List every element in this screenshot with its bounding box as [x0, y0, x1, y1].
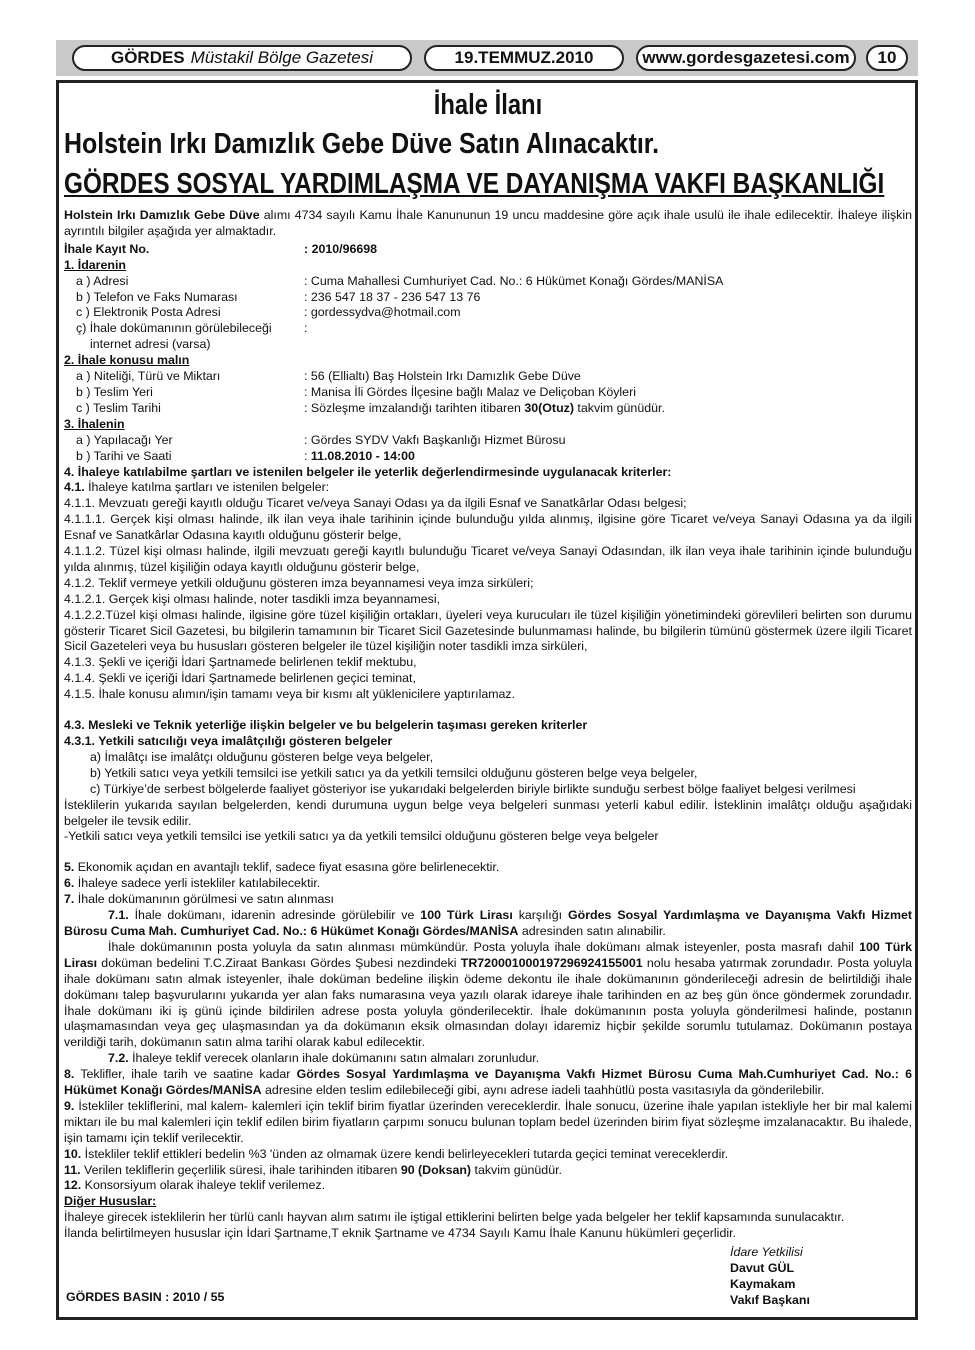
- tender-date-row: b ) Tarihi ve Saati : 11.08.2010 - 14:00: [76, 448, 415, 463]
- issue-date: 19.TEMMUZ.2010: [454, 48, 594, 67]
- para-4-1-5: 4.1.5. İhale konusu alımın/işin tamamı veya bir kısmı alt yüklenicilere yaptırılamaz.: [64, 687, 516, 702]
- item-delivery-place-row: b ) Teslim Yeri : Manisa İli Gördes İlçesine bağlı Malaz ve Deliçoban Köyleri: [76, 384, 636, 399]
- para-8: 8. Teklifler, ihale tarih ve saatine kadar Gördes Sosyal Yardımlaşma ve Dayanışma Vakfı Hizmet Bürosu Cuma Mah.Cumhuriyet Cad. No.: 6 Hükümet Konağı Gördes/MANİSA adresine elden teslim edilebileceği gibi, aynı adrese iadeli taahhütlü posta vasıtasıyla da gönderilebilir.: [64, 1067, 912, 1098]
- para-4-3-1: 4.3.1. Yetkili satıcılığı veya imalâtçılığı gösteren belgeler: [64, 734, 393, 748]
- other-matters-heading: Diğer Hususlar:: [64, 1194, 157, 1209]
- other-matters-p1: İhaleye girecek isteklilerin her türlü canlı hayvan alım satımı ile iştigal ettiklerini belirten belge yada belgeler her teklif kapsamında sunulacaktır.: [64, 1210, 845, 1225]
- item-delivery-date-row: c ) Teslim Tarihi : Sözleşme imzalandığı tarihten itibaren 30(Otuz) takvim günüdür.: [76, 400, 665, 415]
- para-11: 11. Verilen tekliflerin geçerlilik süresi, ihale tarihinden itibaren 90 (Doksan) takvim günüdür.: [64, 1162, 562, 1177]
- para-7-1: 7.1. İhale dokümanı, idarenin adresinde görülebilir ve 100 Türk Lirası karşılığı Gördes Sosyal Yardımlaşma ve Dayanışma Vakfı Hizmet Bürosu Cuma Mah. Cumhuriyet Cad. No.: 6 Hükümet Konağı Gördes/MANİSA adresinden satın alınabilir.: [64, 908, 913, 938]
- admin-email-row: c ) Elektronik Posta Adresi : gordessydva@hotmail.com: [76, 305, 461, 320]
- signature-title-2: Vakıf Başkanı: [730, 1293, 810, 1307]
- page-number: 10: [877, 48, 897, 67]
- other-matters-p2: İlanda belirtilmeyen hususlar için İdari Şartname,T eknik Şartname ve 4734 Sayılı Kamu İhale Kanunu hükümleri geçerlidir.: [64, 1226, 736, 1241]
- signature-title: Kaymakam: [730, 1277, 796, 1291]
- para-4-3-1-c-cont: İsteklilerin yukarıda sayılan belgelerden, kendi durumuna uygun belge veya belgeleri sunması yeterli kabul edilir. İsteklinin imalâtçı olduğu aşağıdaki belgeler ile tevsik edilir.: [64, 797, 912, 828]
- para-4-1-2-2: 4.1.2.2.Tüzel kişi olması halinde, ilgisine göre tüzel kişiliğin ortakları, üyeleri veya kurucuları ile tüzel kişiliğin yönetimindeki görevlileri belirten son durumu gösterir Ticaret Sicil Gazetesi, bu bilgilerin tamamının bir Ticaret Sicil Gazetesinde bulunmaması halinde, bu bilgilerin tümünü göstermek üzere ilgili Ticaret Sicil Gazeteleri veya bu hususları gösteren belgeler ile tüzel kişiliğin noter tasdikli imza sirküleri,: [64, 607, 912, 654]
- website-link[interactable]: www.gordesgazetesi.com: [642, 48, 850, 67]
- para-7-2: 7.2. İhaleye teklif verecek olanların ihale dokümanını satın almaları zorunludur.: [108, 1051, 540, 1066]
- para-4-1-3: 4.1.3. Şekli ve içeriği İdari Şartnamede belirlenen teklif mektubu,: [64, 655, 417, 670]
- admin-web-row: ç) İhale dokümanının görülebileceği :: [76, 321, 308, 336]
- section-3-heading: 3. İhalenin: [64, 416, 125, 431]
- signature-block: [730, 1244, 810, 1308]
- para-6: 6. İhaleye sadece yerli istekliler katılabilecektir.: [64, 876, 321, 891]
- signature-role: İdare Yetkilisi: [730, 1245, 803, 1259]
- paper-subtitle: Müstakil Bölge Gazetesi: [190, 48, 374, 67]
- ad-body: [64, 208, 912, 1242]
- para-4-1-1-1: 4.1.1.1. Gerçek kişi olması halinde, ilk ilan veya ihale tarihinin içinde bulunduğu yılda alınmış, ilgisine göre Ticaret ve/veya Sanayi Odasına ya da ilgili Esnaf ve Sanatkârlar Odasına kayıtlı olduğunu gösterir belge,: [64, 512, 912, 543]
- admin-phone-row: b ) Telefon ve Faks Numarası : 236 547 18 37 - 236 547 13 76: [76, 289, 481, 304]
- issue-date-pill: [424, 45, 624, 71]
- para-4-1-1: 4.1.1. Mevzuatı gereği kayıtlı olduğu Ticaret ve/veya Sanayi Odası ya da ilgili Esnaf ve Sanatkârlar Odası belgesi;: [64, 496, 687, 511]
- para-4-1-2: 4.1.2. Teklif vermeye yetkili olduğunu gösteren imza beyannamesi veya imza sirküleri;: [64, 575, 534, 590]
- signature-name: Davut GÜL: [730, 1261, 795, 1275]
- para-4-1-1-2: 4.1.1.2. Tüzel kişi olması halinde, ilgili mevzuatı gereği kayıtlı bulunduğu Ticaret ve/veya Sanayi Odasından, ilk ilan veya ihale tarihinin içinde bulunduğu yılda alınmış, tüzel kişiliğin odaya kayıtlı olduğunu gösterir belge,: [64, 544, 912, 574]
- press-reference: GÖRDES BASIN : 2010 / 55: [66, 1290, 225, 1304]
- institution-title: GÖRDES SOSYAL YARDIMLAŞMA VE DAYANIŞMA VAKFI BAŞKANLIĞI: [64, 168, 885, 200]
- para-12: 12. Konsorsiyum olarak ihaleye teklif verilemez.: [64, 1178, 326, 1193]
- admin-address-row: a ) Adresi : Cuma Mahallesi Cumhuriyet Cad. No.: 6 Hükümet Konağı Gördes/MANİSA: [76, 273, 724, 288]
- intro-paragraph: Holstein Irkı Damızlık Gebe Düve alımı 4734 sayılı Kamu İhale Kanununun 19 uncu maddesine göre açık ihale usulü ile ihale edilecektir. İhaleye ilişkin ayrıntılı bilgiler aşağıda yer almaktadır.: [64, 208, 912, 238]
- para-4-3-1-b: b) Yetkili satıcı veya yetkili temsilci ise yetkili satıcı ya da yetkili temsilci olduğunu gösteren belge veya belgeler,: [90, 765, 698, 780]
- para-4-3-1-dash: -Yetkili satıcı veya yetkili temsilci ise yetkili satıcı ya da yetkili temsilci olduğunu gösteren belge veya belgeler: [64, 829, 659, 844]
- paper-name-pill: [72, 45, 412, 71]
- para-10: 10. İstekliler teklif ettikleri bedelin %3 'ünden az olmamak üzere kendi belirleyecekleri tutarda geçici teminat vereceklerdir.: [64, 1146, 729, 1161]
- ad-headline: Holstein Irkı Damızlık Gebe Düve Satın Alınacaktır.: [64, 128, 660, 160]
- article-content: [64, 86, 912, 1242]
- para-4-3-1-a: a) İmalâtçı ise imalâtçı olduğunu gösteren belge veya belgeler,: [90, 749, 434, 764]
- para-4-1-4: 4.1.4. Şekli ve içeriği İdari Şartnamede belirlenen geçici teminat,: [64, 671, 416, 686]
- para-9: 9. İstekliler tekliflerini, mal kalem- kalemleri için teklif birim fiyatlar üzerinden vereceklerdir. İhale sonucu, üzerine ihale yapılan istekliyle her bir mal kalemi miktarı ile bu mal kalemleri için teklif edilen birim fiyatların çarpımı sonucu bulunan toplam bedel üzerinden birim fiyat sözleşme imzalanacaktır. Bu ihalede, işin tamamı için teklif verilecektir.: [64, 1098, 912, 1145]
- page-number-pill: [866, 45, 908, 71]
- para-5: 5. Ekonomik açıdan en avantajlı teklif, sadece fiyat esasına göre belirlenecektir.: [64, 860, 500, 875]
- para-4-3: 4.3. Mesleki ve Teknik yeterliğe ilişkin belgeler ve bu belgelerin taşıması gereken kriterler: [64, 718, 588, 733]
- para-4-1: 4.1. İhaleye katılma şartları ve istenilen belgeler:: [64, 480, 330, 495]
- para-7: 7. İhale dokümanının görülmesi ve satın alınması: [64, 892, 334, 907]
- paper-name: GÖRDES: [110, 48, 185, 67]
- section-4-heading: 4. İhaleye katılabilme şartları ve istenilen belgeler ile yeterlik değerlendirmesinde uygulanacak kriterler:: [64, 464, 672, 479]
- section-1-heading: 1. İdarenin: [64, 257, 126, 272]
- registration-row: İhale Kayıt No. : 2010/96698: [64, 241, 378, 256]
- section-2-heading: 2. İhale konusu malın: [64, 353, 190, 368]
- ad-title: İhale İlanı: [433, 89, 543, 121]
- para-4-3-1-c: c) Türkiye’de serbest bölgelerde faaliyet gösteriyor ise yukarıdaki belgelerden biriyle birlikte sunduğu serbest bölge faaliyet belgesi verilmesi: [90, 781, 856, 796]
- para-7-1-postal: İhale dokümanının posta yoluyla da satın alınması mümkündür. Posta yoluyla ihale dokümanı almak isteyenler, posta masrafı dahil 100 Türk Lirası doküman bedelini T.C.Ziraat Bankası Gördes Şubesi nezdindeki TR720001000197296924155001 nolu hesaba yatırmak zorundadır. Posta yoluyla ihale dokümanı satın almak isteyenler, ihale doküman bedeline ilişkin ödeme dekontu ile ihale dokümanının gönderileceği adresin de belirtildiği ihale dokümanı talep başvurularını yukarıda yer alan faks numarasına veya yazılı olarak idareye ihale tarihinden en az beş gün önce göndermek zorundadır. İhale dokümanı iki iş günü içinde bildirilen adrese posta yoluyla gönderilecektir. İhale dokümanının posta yoluyla gönderilmesi halinde, postanın ulaşmamasından veya geç ulaşmasından ya da dokümanın eksik olmasından dolayı idaremiz hiçbir şekilde sorumlu tutulamaz. Dokümanın postaya verildiği tarih, dokümanın satın alma tarihi olarak kabul edilecektir.: [64, 939, 912, 1050]
- tender-place-row: a ) Yapılacağı Yer : Gördes SYDV Vakfı Başkanlığı Hizmet Bürosu: [76, 432, 566, 447]
- admin-web-cont: internet adresi (varsa): [90, 337, 211, 352]
- website-pill[interactable]: [636, 45, 856, 71]
- newspaper-header: [56, 40, 918, 76]
- para-4-1-2-1: 4.1.2.1. Gerçek kişi olması halinde, noter tasdikli imza beyannamesi,: [64, 591, 441, 606]
- item-nature-row: a ) Niteliği, Türü ve Miktarı : 56 (Ellialtı) Baş Holstein Irkı Damızlık Gebe Düve: [76, 369, 581, 384]
